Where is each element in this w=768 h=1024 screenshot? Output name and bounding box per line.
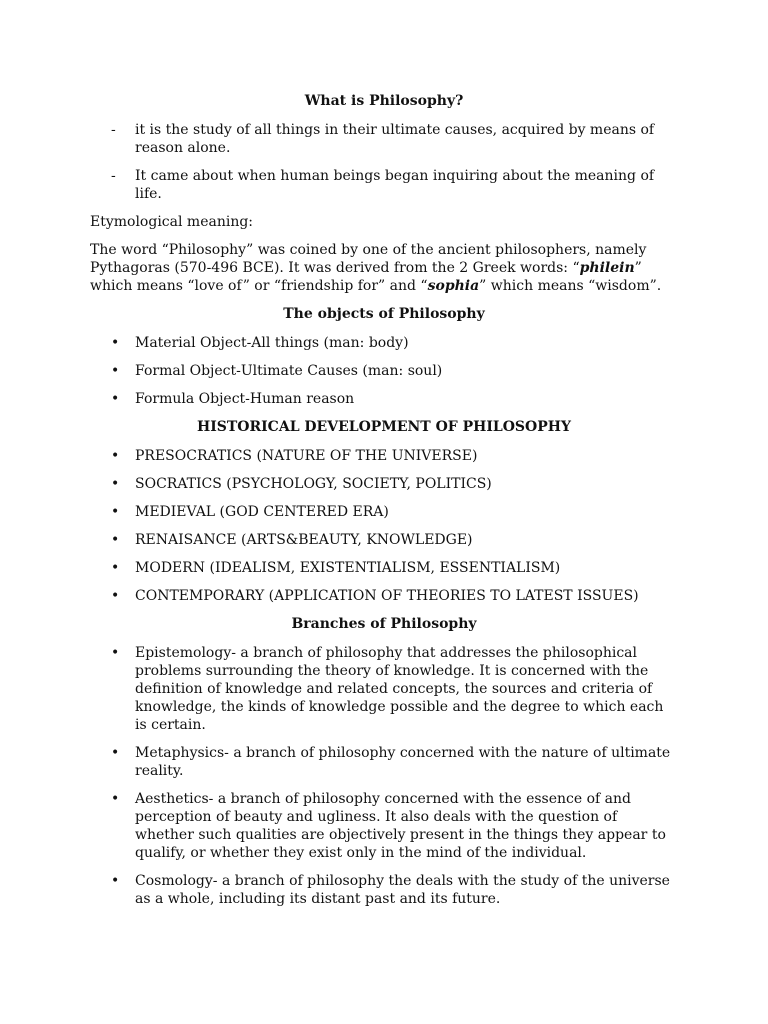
list-item-text: Formula Object-Human reason (135, 391, 355, 407)
list-item-text: Epistemology- a branch of philosophy that addresses the philosophical problems surrounding the theory of knowledge. It is concerned with the definition of knowledge and related concepts, the sources and criteria of knowledge, the kinds of knowledge possible and the degree to which each is certain. (135, 645, 664, 733)
list-item (90, 503, 678, 521)
bullet-marker: • (111, 560, 120, 576)
objects-heading: The objects of Philosophy (283, 306, 485, 322)
list-item (90, 447, 678, 465)
list-item (90, 167, 678, 203)
bullet-marker: • (111, 504, 120, 520)
list-item (90, 559, 678, 577)
list-item-text: MODERN (IDEALISM, EXISTENTIALISM, ESSENTIALISM) (135, 560, 561, 576)
etymology-label: Etymological meaning: (90, 214, 254, 230)
history-list (90, 447, 678, 605)
history-heading: HISTORICAL DEVELOPMENT OF PHILOSOPHY (197, 419, 571, 435)
list-item-text: Cosmology- a branch of philosophy the deals with the study of the universe as a whole, including its distant past and its future. (135, 873, 670, 907)
branches-list (90, 644, 678, 908)
bullet-marker: • (111, 335, 120, 351)
list-item-text: SOCRATICS (PSYCHOLOGY, SOCIETY, POLITICS) (135, 476, 492, 492)
list-item (90, 644, 678, 734)
list-item-text: Formal Object-Ultimate Causes (man: soul) (135, 363, 443, 379)
list-item (90, 362, 678, 380)
list-item (90, 121, 678, 157)
branches-heading: Branches of Philosophy (291, 616, 477, 632)
bullet-marker: • (111, 448, 120, 464)
bullet-marker: • (111, 532, 120, 548)
list-item (90, 531, 678, 549)
document-page (90, 92, 678, 908)
list-item (90, 390, 678, 408)
list-item (90, 790, 678, 862)
list-item-text: PRESOCRATICS (NATURE OF THE UNIVERSE) (135, 448, 478, 464)
list-item-text: Material Object-All things (man: body) (135, 335, 409, 351)
what-is-philosophy-heading: What is Philosophy? (304, 93, 464, 109)
greek-term-sophia: sophia (427, 278, 480, 294)
list-item-text: it is the study of all things in their ultimate causes, acquired by means of reason alone. (135, 122, 655, 156)
list-item-text: Metaphysics- a branch of philosophy concerned with the nature of ultimate reality. (135, 745, 671, 779)
bullet-marker: • (111, 476, 120, 492)
bullet-marker: • (111, 645, 120, 661)
list-item-text: It came about when human beings began inquiring about the meaning of life. (135, 168, 655, 202)
list-item (90, 475, 678, 493)
bullet-marker: • (111, 588, 120, 604)
list-item (90, 744, 678, 780)
bullet-marker: • (111, 791, 120, 807)
dash-marker: - (111, 122, 116, 138)
list-item (90, 872, 678, 908)
bullet-marker: • (111, 391, 120, 407)
etymology-text: ” which means “wisdom”. (479, 278, 662, 294)
list-item-text: CONTEMPORARY (APPLICATION OF THEORIES TO LATEST ISSUES) (135, 588, 639, 604)
bullet-marker: • (111, 363, 120, 379)
list-item-text: Aesthetics- a branch of philosophy concerned with the essence of and perception of beauty and ugliness. It also deals with the question of whether such qualities are objectively present in the things they appear to qualify, or whether they exist only in the mind of the individual. (135, 791, 666, 861)
objects-list (90, 334, 678, 408)
bullet-marker: • (111, 873, 120, 889)
list-item (90, 587, 678, 605)
definition-list (90, 121, 678, 203)
etymology-text: The word “Philosophy” was coined by one of the ancient philosophers, namely Pythagoras (570-496 BCE). It was derived from the 2 Greek words: “ (90, 242, 647, 276)
dash-marker: - (111, 168, 116, 184)
etymology-text: ” which means “love of” or “friendship for” and “ (90, 260, 642, 294)
list-item-text: RENAISANCE (ARTS&BEAUTY, KNOWLEDGE) (135, 532, 473, 548)
list-item (90, 334, 678, 352)
bullet-marker: • (111, 745, 120, 761)
etymology-paragraph (90, 241, 678, 295)
greek-term-philein: philein (579, 260, 635, 276)
list-item-text: MEDIEVAL (GOD CENTERED ERA) (135, 504, 389, 520)
